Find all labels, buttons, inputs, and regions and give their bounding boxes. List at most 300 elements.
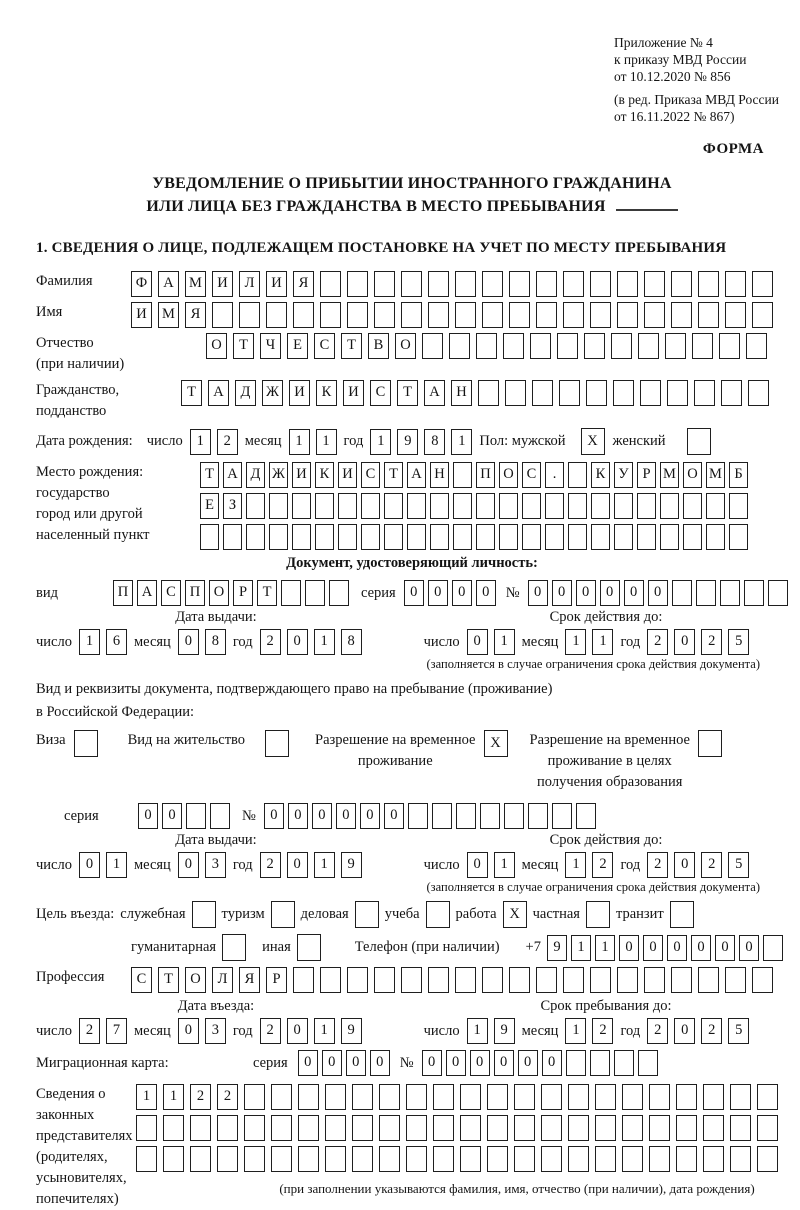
char-cell[interactable] bbox=[590, 271, 611, 297]
char-cell[interactable] bbox=[683, 493, 702, 519]
char-cell[interactable] bbox=[374, 271, 395, 297]
char-cell[interactable]: Я bbox=[239, 967, 260, 993]
char-cell[interactable] bbox=[622, 1084, 643, 1110]
char-cell[interactable] bbox=[509, 271, 530, 297]
checkbox-purpose-tourism[interactable] bbox=[271, 901, 295, 928]
char-cell[interactable] bbox=[563, 302, 584, 328]
char-cell[interactable] bbox=[408, 803, 428, 829]
char-cell[interactable] bbox=[568, 1115, 589, 1141]
char-cell[interactable] bbox=[401, 271, 422, 297]
char-cell[interactable]: Т bbox=[158, 967, 179, 993]
char-cell[interactable]: 0 bbox=[422, 1050, 442, 1076]
char-cell[interactable] bbox=[568, 1146, 589, 1172]
char-cell[interactable]: 6 bbox=[106, 629, 127, 655]
char-cell[interactable] bbox=[217, 1115, 238, 1141]
char-cell[interactable] bbox=[672, 580, 692, 606]
char-cell[interactable] bbox=[246, 524, 265, 550]
char-cell[interactable]: С bbox=[314, 333, 335, 359]
char-cell[interactable] bbox=[568, 493, 587, 519]
char-cell[interactable]: 1 bbox=[136, 1084, 157, 1110]
char-cell[interactable] bbox=[568, 524, 587, 550]
char-cell[interactable] bbox=[487, 1115, 508, 1141]
char-cell[interactable]: 0 bbox=[648, 580, 668, 606]
char-cell[interactable]: 2 bbox=[647, 852, 668, 878]
char-cell[interactable] bbox=[676, 1115, 697, 1141]
char-cell[interactable] bbox=[223, 524, 242, 550]
checkbox-temp-residence-permit[interactable]: X bbox=[484, 730, 508, 757]
char-cell[interactable]: А bbox=[158, 271, 179, 297]
char-cell[interactable] bbox=[320, 271, 341, 297]
char-cell[interactable] bbox=[212, 302, 233, 328]
char-cell[interactable] bbox=[136, 1115, 157, 1141]
char-cell[interactable]: 0 bbox=[178, 852, 199, 878]
char-cell[interactable]: 0 bbox=[715, 935, 735, 961]
char-cell[interactable] bbox=[595, 1115, 616, 1141]
char-cell[interactable]: 0 bbox=[178, 1018, 199, 1044]
char-cell[interactable] bbox=[614, 1050, 634, 1076]
char-cell[interactable]: 9 bbox=[397, 429, 418, 455]
char-cell[interactable] bbox=[509, 302, 530, 328]
char-cell[interactable]: Л bbox=[212, 967, 233, 993]
char-cell[interactable]: Д bbox=[246, 462, 265, 488]
char-cell[interactable] bbox=[590, 967, 611, 993]
char-cell[interactable]: 0 bbox=[619, 935, 639, 961]
char-cell[interactable] bbox=[401, 967, 422, 993]
char-cell[interactable]: Т bbox=[397, 380, 418, 406]
char-cell[interactable] bbox=[499, 524, 518, 550]
char-cell[interactable] bbox=[644, 271, 665, 297]
char-cell[interactable]: 5 bbox=[728, 852, 749, 878]
char-cell[interactable]: 0 bbox=[384, 803, 404, 829]
char-cell[interactable]: 8 bbox=[341, 629, 362, 655]
char-cell[interactable] bbox=[617, 302, 638, 328]
char-cell[interactable]: С bbox=[161, 580, 181, 606]
char-cell[interactable] bbox=[379, 1146, 400, 1172]
char-cell[interactable] bbox=[752, 271, 773, 297]
checkbox-purpose-commercial[interactable] bbox=[355, 901, 379, 928]
char-cell[interactable]: З bbox=[223, 493, 242, 519]
char-cell[interactable] bbox=[329, 580, 349, 606]
char-cell[interactable]: О bbox=[185, 967, 206, 993]
char-cell[interactable] bbox=[217, 1146, 238, 1172]
char-cell[interactable] bbox=[730, 1115, 751, 1141]
char-cell[interactable]: Т bbox=[257, 580, 277, 606]
char-cell[interactable] bbox=[433, 1084, 454, 1110]
char-cell[interactable] bbox=[338, 524, 357, 550]
char-cell[interactable] bbox=[482, 302, 503, 328]
char-cell[interactable] bbox=[725, 302, 746, 328]
char-cell[interactable] bbox=[305, 580, 325, 606]
char-cell[interactable] bbox=[190, 1146, 211, 1172]
char-cell[interactable]: 0 bbox=[264, 803, 284, 829]
char-cell[interactable] bbox=[757, 1146, 778, 1172]
char-cell[interactable] bbox=[430, 493, 449, 519]
char-cell[interactable] bbox=[545, 493, 564, 519]
char-cell[interactable] bbox=[660, 493, 679, 519]
char-cell[interactable]: 2 bbox=[190, 1084, 211, 1110]
char-cell[interactable]: Р bbox=[233, 580, 253, 606]
char-cell[interactable] bbox=[325, 1146, 346, 1172]
char-cell[interactable] bbox=[210, 803, 230, 829]
char-cell[interactable]: 0 bbox=[600, 580, 620, 606]
char-cell[interactable] bbox=[476, 333, 497, 359]
char-cell[interactable]: Д bbox=[235, 380, 256, 406]
char-cell[interactable] bbox=[617, 271, 638, 297]
char-cell[interactable] bbox=[676, 1084, 697, 1110]
char-cell[interactable] bbox=[407, 524, 426, 550]
char-cell[interactable] bbox=[244, 1084, 265, 1110]
char-cell[interactable]: Ф bbox=[131, 271, 152, 297]
char-cell[interactable]: Т bbox=[233, 333, 254, 359]
char-cell[interactable]: Р bbox=[266, 967, 287, 993]
char-cell[interactable] bbox=[476, 524, 495, 550]
char-cell[interactable] bbox=[292, 493, 311, 519]
char-cell[interactable] bbox=[696, 580, 716, 606]
checkbox-purpose-study[interactable] bbox=[426, 901, 450, 928]
char-cell[interactable]: Л bbox=[239, 271, 260, 297]
char-cell[interactable] bbox=[407, 493, 426, 519]
char-cell[interactable] bbox=[649, 1115, 670, 1141]
char-cell[interactable] bbox=[590, 302, 611, 328]
char-cell[interactable] bbox=[499, 493, 518, 519]
char-cell[interactable] bbox=[730, 1146, 751, 1172]
char-cell[interactable] bbox=[504, 803, 524, 829]
char-cell[interactable]: 1 bbox=[79, 629, 100, 655]
char-cell[interactable] bbox=[406, 1115, 427, 1141]
char-cell[interactable] bbox=[595, 1084, 616, 1110]
checkbox-temp-residence-permit-edu[interactable] bbox=[698, 730, 722, 757]
char-cell[interactable] bbox=[703, 1146, 724, 1172]
char-cell[interactable] bbox=[455, 967, 476, 993]
char-cell[interactable]: 0 bbox=[370, 1050, 390, 1076]
char-cell[interactable] bbox=[422, 333, 443, 359]
char-cell[interactable]: Т bbox=[181, 380, 202, 406]
char-cell[interactable] bbox=[136, 1146, 157, 1172]
char-cell[interactable]: Н bbox=[451, 380, 472, 406]
char-cell[interactable] bbox=[453, 493, 472, 519]
char-cell[interactable]: Т bbox=[341, 333, 362, 359]
char-cell[interactable]: 1 bbox=[592, 629, 613, 655]
char-cell[interactable]: 0 bbox=[467, 629, 488, 655]
char-cell[interactable]: 1 bbox=[106, 852, 127, 878]
char-cell[interactable] bbox=[614, 524, 633, 550]
char-cell[interactable] bbox=[720, 580, 740, 606]
char-cell[interactable]: К bbox=[591, 462, 610, 488]
char-cell[interactable] bbox=[622, 1146, 643, 1172]
char-cell[interactable]: 9 bbox=[547, 935, 567, 961]
char-cell[interactable]: О bbox=[206, 333, 227, 359]
char-cell[interactable]: 9 bbox=[341, 1018, 362, 1044]
char-cell[interactable]: Т bbox=[200, 462, 219, 488]
char-cell[interactable] bbox=[671, 271, 692, 297]
char-cell[interactable]: 0 bbox=[162, 803, 182, 829]
char-cell[interactable] bbox=[692, 333, 713, 359]
char-cell[interactable]: П bbox=[185, 580, 205, 606]
char-cell[interactable]: 0 bbox=[528, 580, 548, 606]
char-cell[interactable]: 1 bbox=[565, 629, 586, 655]
char-cell[interactable] bbox=[586, 380, 607, 406]
char-cell[interactable]: 5 bbox=[728, 629, 749, 655]
char-cell[interactable] bbox=[522, 524, 541, 550]
char-cell[interactable]: 0 bbox=[552, 580, 572, 606]
char-cell[interactable] bbox=[384, 493, 403, 519]
char-cell[interactable] bbox=[595, 1146, 616, 1172]
char-cell[interactable]: В bbox=[368, 333, 389, 359]
char-cell[interactable] bbox=[361, 493, 380, 519]
char-cell[interactable] bbox=[269, 524, 288, 550]
char-cell[interactable]: О bbox=[209, 580, 229, 606]
char-cell[interactable]: 1 bbox=[565, 1018, 586, 1044]
checkbox-purpose-business[interactable] bbox=[192, 901, 216, 928]
char-cell[interactable] bbox=[325, 1084, 346, 1110]
char-cell[interactable]: 2 bbox=[79, 1018, 100, 1044]
char-cell[interactable] bbox=[644, 302, 665, 328]
char-cell[interactable]: 0 bbox=[298, 1050, 318, 1076]
char-cell[interactable]: 1 bbox=[316, 429, 337, 455]
char-cell[interactable] bbox=[460, 1146, 481, 1172]
char-cell[interactable]: 0 bbox=[470, 1050, 490, 1076]
char-cell[interactable] bbox=[266, 302, 287, 328]
char-cell[interactable] bbox=[433, 1115, 454, 1141]
char-cell[interactable] bbox=[338, 493, 357, 519]
char-cell[interactable] bbox=[271, 1146, 292, 1172]
char-cell[interactable] bbox=[244, 1115, 265, 1141]
char-cell[interactable]: 0 bbox=[360, 803, 380, 829]
char-cell[interactable] bbox=[698, 302, 719, 328]
char-cell[interactable] bbox=[536, 302, 557, 328]
char-cell[interactable] bbox=[613, 380, 634, 406]
char-cell[interactable]: Ж bbox=[262, 380, 283, 406]
char-cell[interactable]: О bbox=[499, 462, 518, 488]
char-cell[interactable]: Е bbox=[200, 493, 219, 519]
char-cell[interactable] bbox=[325, 1115, 346, 1141]
char-cell[interactable]: Т bbox=[384, 462, 403, 488]
char-cell[interactable] bbox=[293, 967, 314, 993]
char-cell[interactable] bbox=[352, 1115, 373, 1141]
char-cell[interactable]: М bbox=[706, 462, 725, 488]
char-cell[interactable]: И bbox=[292, 462, 311, 488]
checkbox-sex-male[interactable]: X bbox=[581, 428, 605, 455]
char-cell[interactable]: 5 bbox=[728, 1018, 749, 1044]
char-cell[interactable] bbox=[453, 524, 472, 550]
char-cell[interactable] bbox=[757, 1084, 778, 1110]
char-cell[interactable]: 1 bbox=[314, 852, 335, 878]
char-cell[interactable]: 0 bbox=[691, 935, 711, 961]
char-cell[interactable] bbox=[528, 803, 548, 829]
char-cell[interactable]: 0 bbox=[542, 1050, 562, 1076]
char-cell[interactable] bbox=[190, 1115, 211, 1141]
char-cell[interactable] bbox=[239, 302, 260, 328]
char-cell[interactable] bbox=[667, 380, 688, 406]
char-cell[interactable] bbox=[637, 524, 656, 550]
char-cell[interactable]: 1 bbox=[565, 852, 586, 878]
char-cell[interactable] bbox=[725, 271, 746, 297]
char-cell[interactable] bbox=[482, 271, 503, 297]
checkbox-purpose-humanitarian[interactable] bbox=[222, 934, 246, 961]
char-cell[interactable] bbox=[379, 1115, 400, 1141]
char-cell[interactable] bbox=[536, 271, 557, 297]
char-cell[interactable]: 8 bbox=[205, 629, 226, 655]
char-cell[interactable]: 0 bbox=[336, 803, 356, 829]
char-cell[interactable] bbox=[541, 1115, 562, 1141]
char-cell[interactable]: М bbox=[158, 302, 179, 328]
char-cell[interactable] bbox=[576, 803, 596, 829]
char-cell[interactable]: 0 bbox=[138, 803, 158, 829]
char-cell[interactable] bbox=[269, 493, 288, 519]
char-cell[interactable]: 9 bbox=[494, 1018, 515, 1044]
char-cell[interactable]: 9 bbox=[341, 852, 362, 878]
char-cell[interactable]: 0 bbox=[494, 1050, 514, 1076]
char-cell[interactable]: Н bbox=[430, 462, 449, 488]
char-cell[interactable] bbox=[649, 1084, 670, 1110]
char-cell[interactable] bbox=[298, 1146, 319, 1172]
char-cell[interactable]: 0 bbox=[288, 803, 308, 829]
char-cell[interactable] bbox=[163, 1146, 184, 1172]
char-cell[interactable] bbox=[611, 333, 632, 359]
char-cell[interactable]: 2 bbox=[260, 1018, 281, 1044]
char-cell[interactable]: Б bbox=[729, 462, 748, 488]
char-cell[interactable] bbox=[298, 1084, 319, 1110]
char-cell[interactable] bbox=[352, 1146, 373, 1172]
char-cell[interactable]: 1 bbox=[314, 1018, 335, 1044]
char-cell[interactable] bbox=[768, 580, 788, 606]
char-cell[interactable] bbox=[379, 1084, 400, 1110]
char-cell[interactable]: П bbox=[113, 580, 133, 606]
char-cell[interactable] bbox=[347, 967, 368, 993]
char-cell[interactable] bbox=[683, 524, 702, 550]
char-cell[interactable]: 1 bbox=[289, 429, 310, 455]
char-cell[interactable] bbox=[748, 380, 769, 406]
char-cell[interactable]: Ж bbox=[269, 462, 288, 488]
char-cell[interactable] bbox=[163, 1115, 184, 1141]
char-cell[interactable] bbox=[514, 1084, 535, 1110]
char-cell[interactable]: 0 bbox=[287, 629, 308, 655]
char-cell[interactable]: 2 bbox=[260, 629, 281, 655]
char-cell[interactable]: 1 bbox=[190, 429, 211, 455]
char-cell[interactable] bbox=[730, 1084, 751, 1110]
char-cell[interactable] bbox=[584, 333, 605, 359]
char-cell[interactable]: 0 bbox=[428, 580, 448, 606]
char-cell[interactable]: 0 bbox=[446, 1050, 466, 1076]
char-cell[interactable] bbox=[563, 967, 584, 993]
char-cell[interactable]: 3 bbox=[205, 852, 226, 878]
char-cell[interactable] bbox=[374, 302, 395, 328]
char-cell[interactable] bbox=[433, 1146, 454, 1172]
char-cell[interactable] bbox=[541, 1084, 562, 1110]
char-cell[interactable] bbox=[541, 1146, 562, 1172]
char-cell[interactable] bbox=[660, 524, 679, 550]
checkbox-purpose-work[interactable]: X bbox=[503, 901, 527, 928]
char-cell[interactable] bbox=[638, 333, 659, 359]
char-cell[interactable] bbox=[559, 380, 580, 406]
char-cell[interactable] bbox=[591, 493, 610, 519]
char-cell[interactable]: Р bbox=[637, 462, 656, 488]
char-cell[interactable] bbox=[476, 493, 495, 519]
char-cell[interactable]: 2 bbox=[647, 629, 668, 655]
char-cell[interactable]: 0 bbox=[322, 1050, 342, 1076]
char-cell[interactable] bbox=[614, 493, 633, 519]
char-cell[interactable] bbox=[744, 580, 764, 606]
char-cell[interactable] bbox=[361, 524, 380, 550]
char-cell[interactable]: 2 bbox=[701, 1018, 722, 1044]
char-cell[interactable] bbox=[536, 967, 557, 993]
checkbox-sex-female[interactable] bbox=[687, 428, 711, 455]
char-cell[interactable]: И bbox=[343, 380, 364, 406]
char-cell[interactable]: 2 bbox=[217, 1084, 238, 1110]
char-cell[interactable]: И bbox=[131, 302, 152, 328]
char-cell[interactable]: 0 bbox=[287, 852, 308, 878]
char-cell[interactable] bbox=[315, 493, 334, 519]
char-cell[interactable] bbox=[514, 1115, 535, 1141]
char-cell[interactable] bbox=[566, 1050, 586, 1076]
char-cell[interactable] bbox=[563, 271, 584, 297]
char-cell[interactable] bbox=[456, 803, 476, 829]
char-cell[interactable] bbox=[505, 380, 526, 406]
char-cell[interactable]: А bbox=[137, 580, 157, 606]
char-cell[interactable]: 0 bbox=[674, 629, 695, 655]
char-cell[interactable] bbox=[401, 302, 422, 328]
char-cell[interactable] bbox=[384, 524, 403, 550]
char-cell[interactable] bbox=[746, 333, 767, 359]
char-cell[interactable] bbox=[752, 302, 773, 328]
char-cell[interactable] bbox=[638, 1050, 658, 1076]
char-cell[interactable] bbox=[552, 803, 572, 829]
char-cell[interactable] bbox=[200, 524, 219, 550]
char-cell[interactable]: 0 bbox=[467, 852, 488, 878]
char-cell[interactable] bbox=[514, 1146, 535, 1172]
char-cell[interactable] bbox=[428, 967, 449, 993]
char-cell[interactable]: 1 bbox=[595, 935, 615, 961]
char-cell[interactable] bbox=[522, 493, 541, 519]
checkbox-purpose-other[interactable] bbox=[297, 934, 321, 961]
char-cell[interactable] bbox=[503, 333, 524, 359]
char-cell[interactable]: 1 bbox=[163, 1084, 184, 1110]
char-cell[interactable]: 7 bbox=[106, 1018, 127, 1044]
char-cell[interactable]: Я bbox=[293, 271, 314, 297]
checkbox-residence-permit[interactable] bbox=[265, 730, 289, 757]
char-cell[interactable]: 0 bbox=[624, 580, 644, 606]
char-cell[interactable] bbox=[480, 803, 500, 829]
char-cell[interactable] bbox=[428, 302, 449, 328]
char-cell[interactable] bbox=[406, 1146, 427, 1172]
char-cell[interactable]: 2 bbox=[260, 852, 281, 878]
char-cell[interactable] bbox=[671, 302, 692, 328]
checkbox-visa[interactable] bbox=[74, 730, 98, 757]
char-cell[interactable] bbox=[347, 271, 368, 297]
char-cell[interactable] bbox=[482, 967, 503, 993]
char-cell[interactable]: 1 bbox=[314, 629, 335, 655]
char-cell[interactable]: Ч bbox=[260, 333, 281, 359]
char-cell[interactable] bbox=[530, 333, 551, 359]
char-cell[interactable]: 0 bbox=[346, 1050, 366, 1076]
char-cell[interactable] bbox=[432, 803, 452, 829]
char-cell[interactable] bbox=[347, 302, 368, 328]
char-cell[interactable]: 2 bbox=[647, 1018, 668, 1044]
char-cell[interactable] bbox=[706, 493, 725, 519]
char-cell[interactable]: 0 bbox=[476, 580, 496, 606]
char-cell[interactable] bbox=[428, 271, 449, 297]
char-cell[interactable]: 0 bbox=[674, 852, 695, 878]
char-cell[interactable] bbox=[281, 580, 301, 606]
char-cell[interactable] bbox=[671, 967, 692, 993]
char-cell[interactable] bbox=[757, 1115, 778, 1141]
char-cell[interactable]: А bbox=[223, 462, 242, 488]
char-cell[interactable] bbox=[665, 333, 686, 359]
char-cell[interactable] bbox=[487, 1146, 508, 1172]
char-cell[interactable]: 8 bbox=[424, 429, 445, 455]
char-cell[interactable]: 0 bbox=[404, 580, 424, 606]
char-cell[interactable] bbox=[545, 524, 564, 550]
